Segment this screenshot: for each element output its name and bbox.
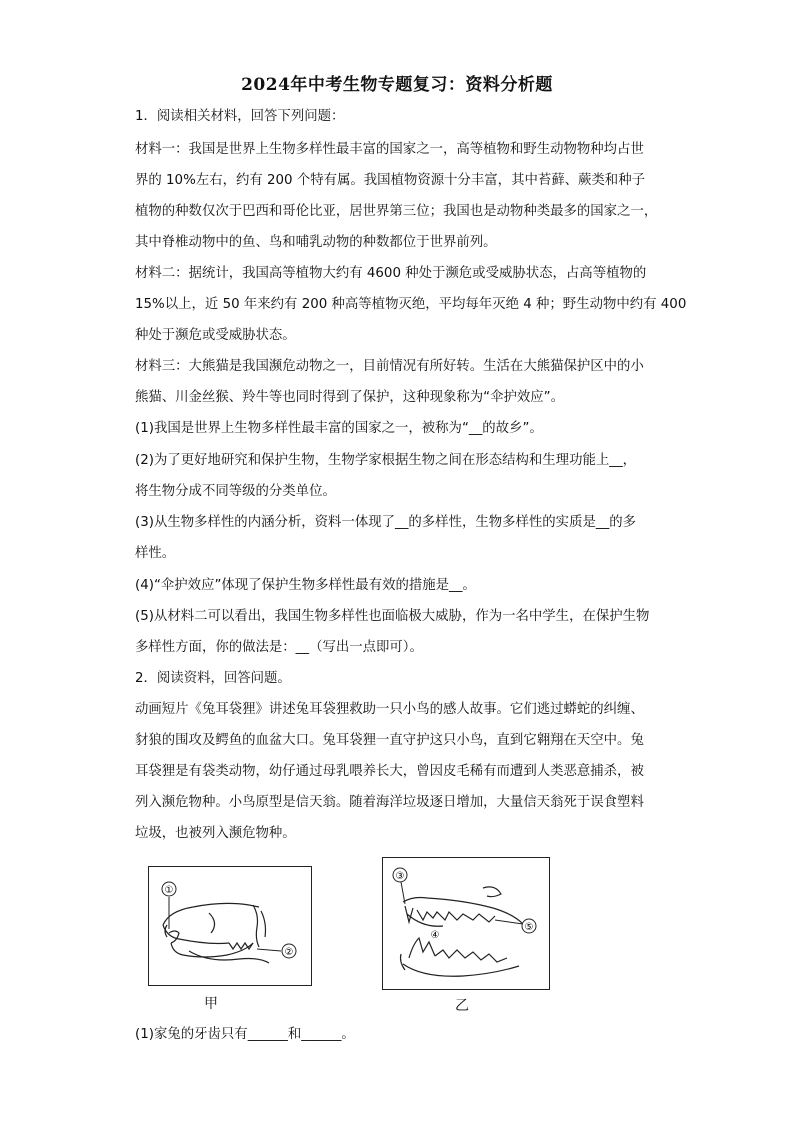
paragraph-line: 其中脊椎动物中的鱼、鸟和哺乳动物的种数都位于世界前列。 bbox=[135, 235, 497, 250]
skull-label-5: ⑤ bbox=[524, 922, 534, 933]
paragraph-line: 列入濒危物种。小鸟原型是信天翁。随着海洋垃圾逐日增加，大量信天翁死于误食塑料 bbox=[135, 795, 644, 810]
paragraph-line: 材料三：大熊猫是我国濒危动物之一，目前情况有所好转。生活在大熊猫保护区中的小 bbox=[135, 359, 644, 374]
sub-question: (1)家兔的牙齿只有______和______。 bbox=[135, 1027, 355, 1042]
sub-question: (2)为了更好地研究和保护生物，生物学家根据生物之间在形态结构和生理功能上__， bbox=[135, 453, 637, 468]
paragraph-line: 熊猫、川金丝猴、羚牛等也同时得到了保护，这种现象称为“伞护效应”。 bbox=[135, 390, 564, 405]
sub-question: 将生物分成不同等级的分类单位。 bbox=[135, 484, 336, 499]
sub-question: (3)从生物多样性的内涵分析，资料一体现了__的多样性，生物多样性的实质是__的多 bbox=[135, 515, 637, 530]
paragraph-line: 材料二：据统计，我国高等植物大约有 4600 种处于濒危或受威胁状态，占高等植物的 bbox=[135, 266, 647, 281]
paragraph-line: 耳袋狸是有袋类动物，幼仔通过母乳喂养长大，曾因皮毛稀有而遭到人类恶意捕杀，被 bbox=[135, 764, 644, 779]
paragraph-line: 植物的种数仅次于巴西和哥伦比亚，居世界第三位；我国也是动物种类最多的国家之一， bbox=[135, 204, 658, 219]
paragraph-line: 15%以上，近 50 年来约有 200 种高等植物灭绝，平均每年灭绝 4 种；野生动物中约有 400 bbox=[135, 297, 687, 312]
question-1-heading: 1．阅读相关材料，回答下列问题： bbox=[135, 109, 345, 124]
paragraph-line: 界的 10%左右，约有 200 个特有属。我国植物资源十分丰富，其中苔藓、蕨类和种子 bbox=[135, 173, 645, 188]
sub-question: (1)我国是世界上生物多样性最丰富的国家之一，被称为“__的故乡”。 bbox=[135, 421, 543, 436]
wolf-skull-drawing bbox=[383, 858, 549, 989]
rabbit-skull-drawing bbox=[149, 867, 311, 985]
figure-rabbit-skull bbox=[148, 866, 312, 986]
paragraph-line: 种处于濒危或受威胁状态。 bbox=[135, 328, 296, 343]
paragraph-line: 材料一：我国是世界上生物多样性最丰富的国家之一，高等植物和野生动物物种均占世 bbox=[135, 142, 644, 157]
figure-caption-right: 乙 bbox=[455, 998, 469, 1014]
paragraph-line: 豺狼的围攻及鳄鱼的血盆大口。兔耳袋狸一直守护这只小鸟，直到它翱翔在天空中。兔 bbox=[135, 733, 644, 748]
skull-label-4: ④ bbox=[430, 930, 440, 941]
sub-question: (5)从材料二可以看出，我国生物多样性也面临极大威胁，作为一名中学生，在保护生物 bbox=[135, 609, 650, 624]
paragraph-line: 垃圾，也被列入濒危物种。 bbox=[135, 826, 296, 841]
sub-question: 样性。 bbox=[135, 546, 176, 561]
sub-question: 多样性方面，你的做法是：__（写出一点即可）。 bbox=[135, 640, 423, 655]
question-2-heading: 2．阅读资料，回答问题。 bbox=[135, 671, 291, 686]
skull-label-2: ② bbox=[284, 947, 294, 958]
figure-wolf-skull bbox=[382, 857, 550, 990]
figure-caption-left: 甲 bbox=[204, 996, 218, 1012]
page-title: 2024年中考生物专题复习：资料分析题 bbox=[241, 75, 553, 95]
sub-question: (4)“伞护效应”体现了保护生物多样性最有效的措施是__。 bbox=[135, 578, 476, 593]
skull-label-3: ③ bbox=[395, 871, 405, 882]
paragraph-line: 动画短片《兔耳袋狸》讲述兔耳袋狸救助一只小鸟的感人故事。它们逃过蟒蛇的纠缠、 bbox=[135, 702, 644, 717]
skull-label-1: ① bbox=[164, 885, 174, 896]
